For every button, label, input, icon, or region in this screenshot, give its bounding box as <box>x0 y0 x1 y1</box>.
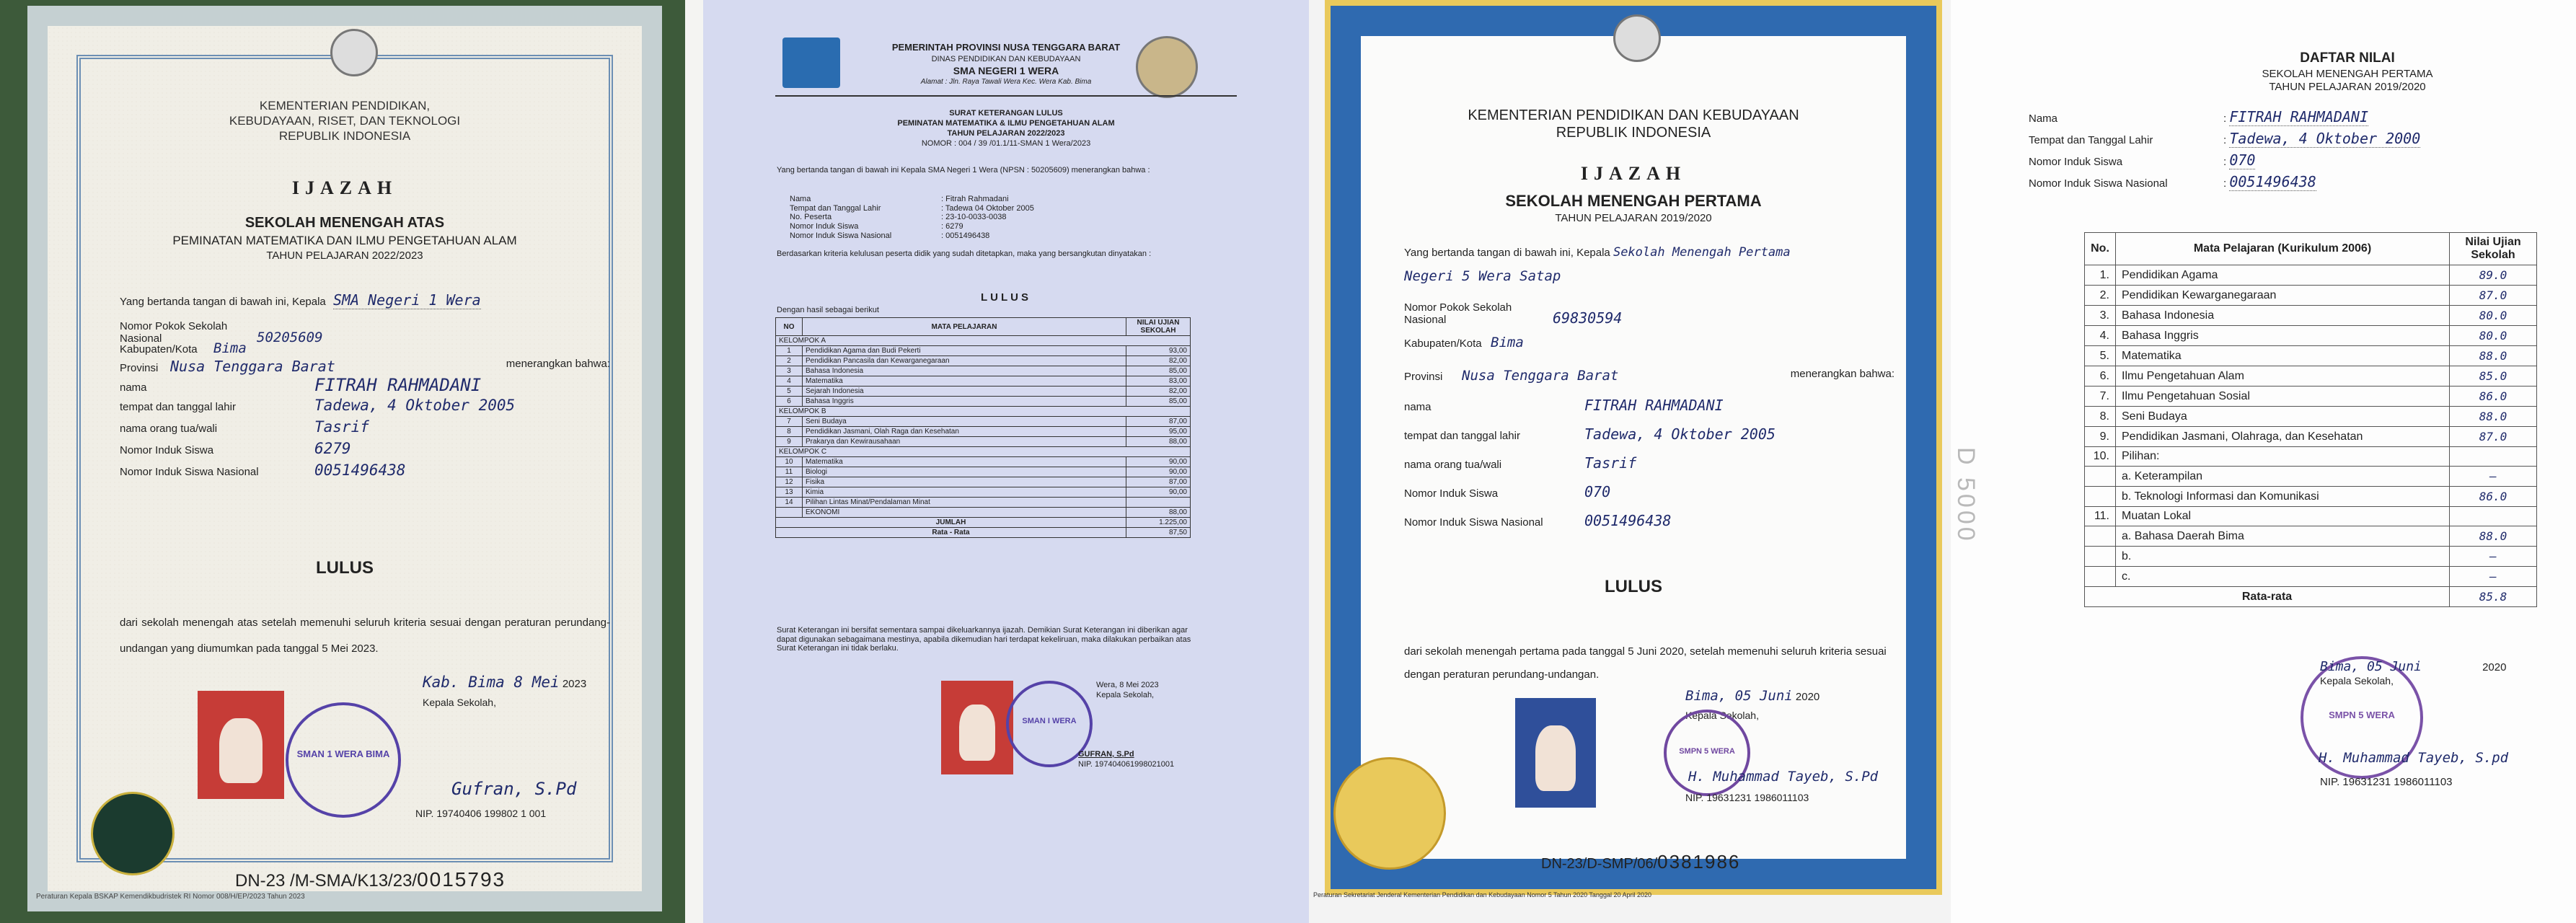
garuda-emblem-icon <box>330 29 378 76</box>
sma-program: PEMINATAN MATEMATIKA DAN ILMU PENGETAHUAN ALAM <box>172 234 517 247</box>
field-row: Kabupaten/Kota Bima <box>120 340 247 356</box>
student-photo <box>1515 698 1596 808</box>
smp-fields <box>1404 301 1894 541</box>
field-row: Kabupaten/Kota Bima <box>1404 335 1524 350</box>
school-name: SMA Negeri 1 Wera <box>332 291 481 309</box>
table-row: 10 Matematika 90,00 <box>776 457 1191 467</box>
table-row: 4 Matematika 83,00 <box>776 376 1191 387</box>
skl-criteria: Berdasarkan kriteria kelulusan peserta didik yang sudah ditetapkan, maka yang bersangkutan dinyatakan : <box>777 249 1152 258</box>
dn-fields <box>2029 108 2562 195</box>
sma-nip: NIP. 19740406 199802 1 001 <box>415 808 547 819</box>
field-row: tempat dan tanggal lahir Tadewa, 4 Oktober 2005 <box>120 397 516 414</box>
table-row: EKONOMI 88,00 <box>776 508 1191 518</box>
table-row: 13 Kimia 90,00 <box>776 487 1191 498</box>
table-row: 8 Pendidikan Jasmani, Olah Raga dan Kesehatan 95,00 <box>776 427 1191 437</box>
garuda-emblem-icon <box>1613 14 1661 62</box>
table-row: 1. Pendidikan Agama 89.0 <box>2085 265 2537 286</box>
skl-sign-label: Kepala Sekolah, <box>1096 691 1155 699</box>
smp-place-date: Bima, 05 Juni 2020 <box>1685 688 1820 704</box>
field-row: nama orang tua/wali Tasrif <box>1404 454 1637 472</box>
table-row: a. Keterampilan – <box>2085 467 2537 487</box>
field-row: Nomor Induk Siswa : 070 <box>2029 151 2256 169</box>
table-row: 5 Sejarah Indonesia 82,00 <box>776 387 1191 397</box>
field-row: Tempat dan Tanggal Lahir : Tadewa 04 Oktober 2005 <box>790 203 1034 213</box>
field-row: Nomor Pokok Sekolah Nasional 69830594 <box>1404 301 1623 327</box>
field-row: Nomor Induk Siswa Nasional : 0051496438 <box>2029 173 2316 190</box>
skl-grade-table <box>775 317 1191 538</box>
smp-school-name-2: Negeri 5 Wera Satap <box>1404 268 1561 284</box>
skl-intro: Yang bertanda tangan di bawah ini Kepala SMA Negeri 1 Wera (NPSN : 50205609) menerangkan bahwa : <box>777 166 1150 175</box>
field-row: nama FITRAH RAHMADANI <box>120 375 482 395</box>
table-row: 10. Pilihan: <box>2085 447 2537 467</box>
header-rule <box>775 95 1237 97</box>
table-row: a. Bahasa Daerah Bima 88.0 <box>2085 526 2537 547</box>
sma-result: LULUS <box>316 558 374 578</box>
sma-principal-name: Gufran, S.Pd <box>451 779 577 799</box>
table-header-row: No. Mata Pelajaran (Kurikulum 2006) Nilai Ujian Sekolah <box>2085 233 2537 265</box>
skl-result: LULUS <box>981 291 1031 304</box>
hologram-seal-icon <box>91 792 175 875</box>
smp-principal-name: H. Muhammad Tayeb, S.Pd <box>1688 769 1879 785</box>
declares-text: menerangkan bahwa: <box>506 358 610 370</box>
sma-footer: Peraturan Kepala BSKAP Kemendikbudristek RI Nomor 008/H/EP/2023 Tahun 2023 <box>36 893 305 901</box>
table-summary-row: Rata-rata 85.8 <box>2085 587 2537 607</box>
table-row: b. Teknologi Informasi dan Komunikasi 86.0 <box>2085 487 2537 507</box>
field-row: Nomor Induk Siswa Nasional : 0051496438 <box>790 231 990 240</box>
skl-with-grades: Dengan hasil sebagai berikut <box>777 306 879 314</box>
table-row: 8. Seni Budaya 88.0 <box>2085 407 2537 427</box>
dn-nip: NIP. 19631231 1986011103 <box>2320 776 2453 788</box>
table-group-row: KELOMPOK C <box>776 447 1191 457</box>
dn-side-mark: D 5000 <box>1952 447 1980 544</box>
sma-fields <box>120 320 610 483</box>
sma-year: TAHUN PELAJARAN 2022/2023 <box>266 249 423 262</box>
signer-label: Yang bertanda tangan di bawah ini, Kepala <box>120 296 326 308</box>
table-row: 1 Pendidikan Agama dan Budi Pekerti 93,00 <box>776 346 1191 356</box>
student-photo <box>941 681 1013 774</box>
table-row: c. – <box>2085 567 2537 587</box>
sma-signer-line <box>120 291 481 309</box>
smp-result: LULUS <box>1605 577 1662 596</box>
table-row: b. – <box>2085 547 2537 567</box>
table-row: 11 Biologi 90,00 <box>776 467 1191 477</box>
school-stamp: SMAN 1 WERA BIMA <box>286 702 401 818</box>
smp-school-type: SEKOLAH MENENGAH PERTAMA <box>1505 192 1762 210</box>
field-row: Nomor Induk Siswa Nasional 0051496438 <box>120 462 406 479</box>
field-row: Nomor Induk Siswa : 6279 <box>790 221 963 231</box>
smp-title: IJAZAH <box>1580 163 1687 184</box>
table-row: 9. Pendidikan Jasmani, Olahraga, dan Kesehatan 87.0 <box>2085 427 2537 447</box>
ministry-line: KEBUDAYAAN, RISET, DAN TEKNOLOGI <box>229 114 461 128</box>
skl-nip: NIP. 197404061998021001 <box>1078 760 1175 769</box>
school-stamp: SMPN 5 WERA <box>2301 656 2423 779</box>
table-row: 4. Bahasa Inggris 80.0 <box>2085 326 2537 346</box>
field-row: Nama : FITRAH RAHMADANI <box>2029 108 2368 125</box>
smp-nip: NIP. 19631231 1986011103 <box>1685 792 1809 803</box>
field-row: Nomor Pokok Sekolah Nasional 50205609 <box>120 320 323 345</box>
smp-ijazah-frame <box>1331 6 1936 889</box>
table-group-row: KELOMPOK B <box>776 407 1191 417</box>
table-row: 3. Bahasa Indonesia 80.0 <box>2085 306 2537 326</box>
table-summary-row: JUMLAH 1.225,00 <box>776 518 1191 528</box>
table-row: 6 Bahasa Inggris 85,00 <box>776 397 1191 407</box>
skl-letter-photo <box>703 0 1309 923</box>
smp-principal-label: Kepala Sekolah, <box>1685 710 1759 721</box>
table-row: 11. Muatan Lokal <box>2085 507 2537 526</box>
daftar-nilai-scan <box>1951 0 2576 923</box>
smp-serial: DN-23/D-SMP/06/0381986 <box>1541 851 1741 873</box>
smp-ministry: KEMENTERIAN PENDIDIKAN DAN KEBUDAYAAN REPUBLIK INDONESIA <box>1468 107 1799 141</box>
ministry-line: REPUBLIK INDONESIA <box>278 129 411 143</box>
field-row: Provinsi Nusa Tenggara Barat menerangkan bahwa: <box>1404 368 1894 384</box>
sma-title: IJAZAH <box>291 177 398 198</box>
dn-place-date: Bima, 05 Juni 2020 <box>2320 659 2507 674</box>
table-group-row: KELOMPOK A <box>776 336 1191 346</box>
skl-note: Surat Keterangan ini bersifat sementara sampai dikeluarkannya ijazah. Demikian Surat Keterangan ini diberikan agar dapat digunakan sebagaimana mestinya, apabila dikemudian hari terdapat kekeliruan, maka dilakukan perbaikan atas Surat Keterangan ini tidak berlaku. <box>777 626 1191 653</box>
field-row: nama orang tua/wali Tasrif <box>120 418 369 436</box>
field-row: tempat dan tanggal lahir Tadewa, 4 Oktober 2005 <box>1404 425 1776 443</box>
sma-principal-label: Kepala Sekolah, <box>423 697 496 708</box>
dn-principal-name: H. Muhammad Tayeb, S.pd <box>2319 750 2509 766</box>
smp-footer: Peraturan Sekretariat Jenderal Kementerian Pendidikan dan Kebudayaan Nomor 5 Tahun 2020 Tanggal 20 April 2020 <box>1313 891 1651 898</box>
smp-year: TAHUN PELAJARAN 2019/2020 <box>1555 212 1712 224</box>
sma-ministry <box>48 98 642 143</box>
table-row: 6. Ilmu Pengetahuan Alam 85.0 <box>2085 366 2537 387</box>
table-row: 2. Pendidikan Kewarganegaraan 87.0 <box>2085 286 2537 306</box>
smp-statement: dari sekolah menengah pertama pada tanggal 5 Juni 2020, setelah memenuhi seluruh kriteria sesuai dengan peraturan perundang-undangan. <box>1404 645 1887 681</box>
dn-table-body <box>2085 265 2537 607</box>
table-summary-row: Rata - Rata 87,50 <box>776 528 1191 538</box>
field-row: Nomor Induk Siswa 070 <box>1404 483 1611 500</box>
table-row: 2 Pendidikan Pancasila dan Kewarganegaraan 82,00 <box>776 356 1191 366</box>
table-row: 5. Matematika 88.0 <box>2085 346 2537 366</box>
sma-statement: dari sekolah menengah atas setelah memenuhi seluruh kriteria sesuai dengan peraturan perundang-undangan yang diumumkan pada tanggal 5 Mei 2023. <box>120 617 610 655</box>
tut-wuri-seal-icon <box>1333 757 1446 870</box>
field-row: Nomor Induk Siswa 6279 <box>120 440 351 457</box>
sma-ijazah-paper <box>27 6 662 911</box>
table-row: 9 Prakarya dan Kewirausahaan 88,00 <box>776 437 1191 447</box>
dn-year: TAHUN PELAJARAN 2019/2020 <box>2269 81 2426 93</box>
field-row: Tempat dan Tanggal Lahir : Tadewa, 4 Oktober 2000 <box>2029 130 2421 147</box>
table-row: 7 Seni Budaya 87,00 <box>776 417 1191 427</box>
dn-subtitle: SEKOLAH MENENGAH PERTAMA <box>2262 68 2433 80</box>
skl-header: PEMERINTAH PROVINSI NUSA TENGGARA BARAT DINAS PENDIDIKAN DAN KEBUDAYAAN SMA NEGERI 1 WERA Alamat : Jln. Raya Tawali Wera Kec. Wera Kab. Bima <box>891 42 1121 86</box>
ministry-line: KEMENTERIAN PENDIDIKAN, <box>259 99 431 112</box>
skl-title: SURAT KETERANGAN LULUS PEMINATAN MATEMATIKA & ILMU PENGETAHUAN ALAM TAHUN PELAJARAN 2022/2023 NOMOR : 004 / 39 /01.1/11-SMAN 1 Wera/2023 <box>897 109 1115 148</box>
skl-fields <box>790 195 1194 240</box>
sma-school-type: SEKOLAH MENENGAH ATAS <box>244 215 445 231</box>
student-photo <box>198 691 284 799</box>
sma-serial: DN-23 /M-SMA/K13/23/0015793 <box>235 868 506 891</box>
sma-ijazah-photo <box>0 0 685 923</box>
dn-grade-table <box>2084 232 2537 607</box>
field-row: Provinsi Nusa Tenggara Barat menerangkan bahwa: <box>120 358 610 375</box>
school-stamp: SMAN I WERA <box>1006 681 1093 767</box>
skl-table-body <box>776 336 1191 538</box>
skl-paper <box>703 0 1309 923</box>
sma-place-date: Kab. Bima 8 Mei 2023 <box>423 674 587 691</box>
skl-principal: GUFRAN, S.Pd <box>1078 750 1134 759</box>
smp-ijazah-scan <box>1309 0 1951 923</box>
field-row: Nomor Induk Siswa Nasional 0051496438 <box>1404 512 1672 529</box>
dn-title: DAFTAR NILAI <box>2300 50 2395 66</box>
field-row: No. Peserta : 23-10-0033-0038 <box>790 213 1007 222</box>
field-row: nama FITRAH RAHMADANI <box>1404 397 1724 414</box>
table-header-row: NO MATA PELAJARAN NILAI UJIAN SEKOLAH <box>776 318 1191 336</box>
table-row: 12 Fisika 87,00 <box>776 477 1191 487</box>
smp-signer-line: Yang bertanda tangan di bawah ini, Kepala Sekolah Menengah Pertama <box>1404 245 1791 260</box>
field-row: Nama : Fitrah Rahmadani <box>790 195 1009 203</box>
dn-principal-label: Kepala Sekolah, <box>2320 675 2394 686</box>
school-stamp: SMPN 5 WERA <box>1664 710 1750 796</box>
skl-sign-date: Wera, 8 Mei 2023 <box>1096 681 1159 689</box>
table-row: 3 Bahasa Indonesia 85,00 <box>776 366 1191 376</box>
table-row: 14 Pilihan Lintas Minat/Pendalaman Minat <box>776 498 1191 508</box>
table-row: 7. Ilmu Pengetahuan Sosial 86.0 <box>2085 387 2537 407</box>
